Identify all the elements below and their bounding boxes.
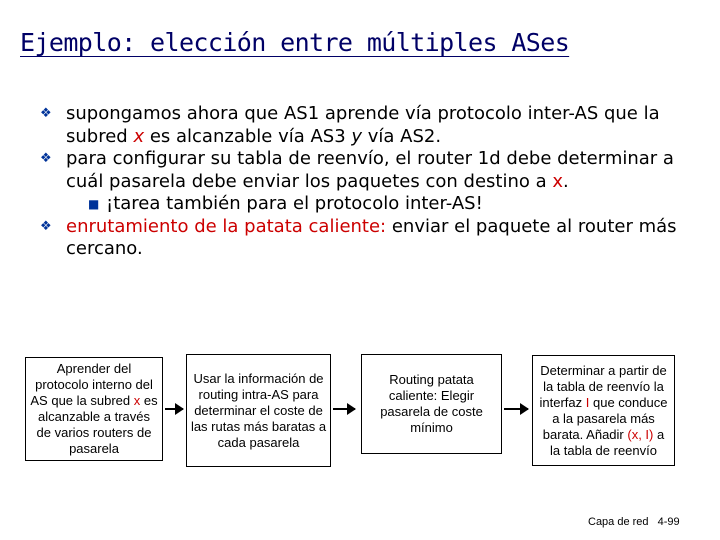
flow-arrow-1 [165,408,183,410]
flow-box-forwarding [532,355,675,466]
flow-box-learn-text-a: Aprender del protocolo interno del AS que la subred [30,361,153,408]
flow-box-forwarding-text-a: Determinar a partir de la tabla de reenvío la interfaz [539,362,667,410]
bullet-2 [40,148,680,193]
flow-arrow-2 [333,408,355,410]
flow-box-learn-text [29,361,159,457]
footer-page-number: 4-99 [657,516,680,528]
bullet-1-subnet-x: x [133,125,145,147]
bullet-1-text-b: es alcanzable vía AS3 [144,125,352,147]
bullet-2-text-b: . [563,170,569,192]
flow-box-hot-potato-text: Routing patata caliente: Elegir pasarela de coste mínimo [380,372,483,435]
flow-box-learn [25,357,163,461]
bullet-3-hot-potato-term: enrutamiento de la patata caliente: [66,215,387,237]
flow-box-intra [186,354,331,467]
bullet-2-sub-square-icon: ■ [88,197,100,211]
flow-box-learn-text-b: es alcanzable a través de varios routers de pasarela [36,393,158,456]
bullet-1-text-a: supongamos ahora que AS1 aprende vía protocolo inter-AS que la subred [66,103,660,147]
bullet-2-sub-text: ¡tarea también para el protocolo inter-AS! [106,193,483,214]
footer-chapter: Capa de red [588,516,649,528]
flow-box-forwarding-text-b: que conduce a la pasarela más barata. Añadir [542,394,668,442]
flow-box-hot-potato [361,354,502,454]
flow-box-forwarding-interface: I [585,394,590,410]
bullet-1-conj-y: y [351,125,363,147]
slide-title: Ejemplo: elección entre múltiples ASes [20,28,570,57]
bullet-2-sub [88,193,680,216]
flow-box-intra-text: Usar la información de routing intra-AS para determinar el coste de las rutas más baratas a cada pasarela [190,370,327,450]
bullet-1-text-c: vía AS2. [362,125,442,147]
slide-footer [588,516,680,528]
flow-arrow-3 [504,408,528,410]
flow-box-forwarding-text [536,363,671,459]
bullet-1 [40,103,680,148]
bullet-2-text-a: para configurar su tabla de reenvío, el router 1d debe determinar a cuál pasarela debe enviar los paquetes con destino a [66,148,674,192]
flow-box-learn-subnet-x: x [133,393,141,408]
bullet-list [40,103,680,261]
bullet-2-diamond-icon: ❖ [40,151,52,166]
bullet-3-text: enviar el paquete al router más cercano. [66,215,677,259]
bullet-3 [40,216,680,261]
bullet-3-diamond-icon: ❖ [40,218,52,234]
bullet-1-diamond-icon: ❖ [40,106,52,121]
bullet-2-subnet-x: x [552,170,563,192]
flow-box-forwarding-text-c: a la tabla de reenvío [550,426,665,458]
flow-box-forwarding-pair: (x, I) [627,426,654,442]
